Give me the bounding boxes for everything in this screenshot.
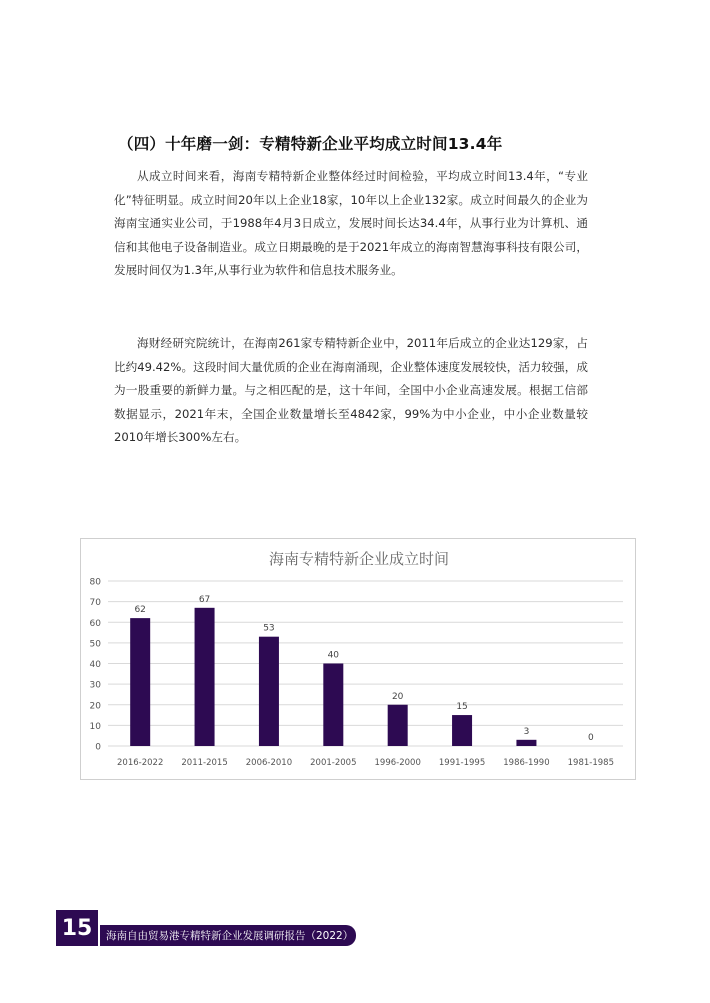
x-tick-label: 2006-2010 [245, 758, 293, 768]
y-tick-label: 50 [89, 639, 101, 650]
y-tick-label: 10 [89, 721, 101, 732]
x-tick-label: 2016-2022 [117, 758, 164, 768]
data-label: 62 [134, 605, 146, 616]
y-tick-label: 80 [89, 577, 101, 588]
founding-time-chart [80, 538, 636, 780]
page-number: 15 [56, 910, 98, 946]
y-tick-label: 0 [95, 742, 101, 753]
section-heading: （四）十年磨一剑：专精特新企业平均成立时间13.4年 [118, 135, 503, 153]
y-tick-label: 20 [89, 701, 101, 712]
data-label: 53 [263, 623, 275, 634]
chart-svg [81, 539, 637, 781]
data-label: 3 [523, 726, 530, 737]
data-label: 67 [198, 594, 211, 605]
x-tick-label: 2001-2005 [310, 758, 357, 768]
report-title: 海南自由贸易港专精特新企业发展调研报告（2022） [100, 925, 356, 946]
data-label: 15 [456, 702, 468, 713]
chart-bar [452, 715, 472, 746]
paragraph-statistics: 海财经研究院统计，在海南261家专精特新企业中，2011年后成立的企业达129家，占比约49.42%。这段时间大量优质的企业在海南涌现，企业整体速度发展较快，活力较强，成为一股重要的新鲜力量。与之相匹配的是，这十年间，全国中小企业高速发展。根据工信部数据显示，2021年末，全国企业数量增长至4842家，99%为中小企业，中小企业数量较2010年增长300%左右。 [114, 336, 588, 445]
chart-bar [259, 637, 279, 746]
y-tick-label: 30 [89, 680, 101, 691]
chart-bar [516, 740, 536, 746]
x-tick-label: 2011-2015 [181, 758, 228, 768]
chart-bar [130, 618, 150, 746]
x-tick-label: 1996-2000 [374, 758, 421, 768]
y-tick-label: 60 [89, 618, 101, 629]
y-tick-label: 40 [89, 660, 101, 670]
y-tick-label: 70 [89, 598, 101, 609]
chart-title: 海南专精特新企业成立时间 [268, 550, 450, 568]
x-tick-label: 1991-1995 [438, 758, 486, 768]
data-label: 0 [587, 733, 594, 743]
chart-bar [195, 608, 215, 746]
paragraph-founding-time: 从成立时间来看，海南专精特新企业整体经过时间检验，平均成立时间13.4年，“专业化”特征明显。成立时间20年以上企业18家，10年以上企业132家。成立时间最久的企业为海南宝通实业公司，于1988年4月3日成立，发展时间长达34.4年，从事行业为计算机、通信和其他电子设备制造业。成立日期最晚的是于2021年成立的海南智慧海事科技有限公司，发展时间仅为1.3年,从事行业为软件和信息技术服务业。 [114, 169, 588, 278]
data-label: 40 [327, 650, 340, 661]
chart-bar [323, 664, 343, 747]
x-tick-label: 1986-1990 [503, 758, 550, 768]
data-label: 20 [391, 691, 404, 702]
x-tick-label: 1981-1985 [567, 758, 614, 768]
chart-bar [388, 705, 408, 746]
